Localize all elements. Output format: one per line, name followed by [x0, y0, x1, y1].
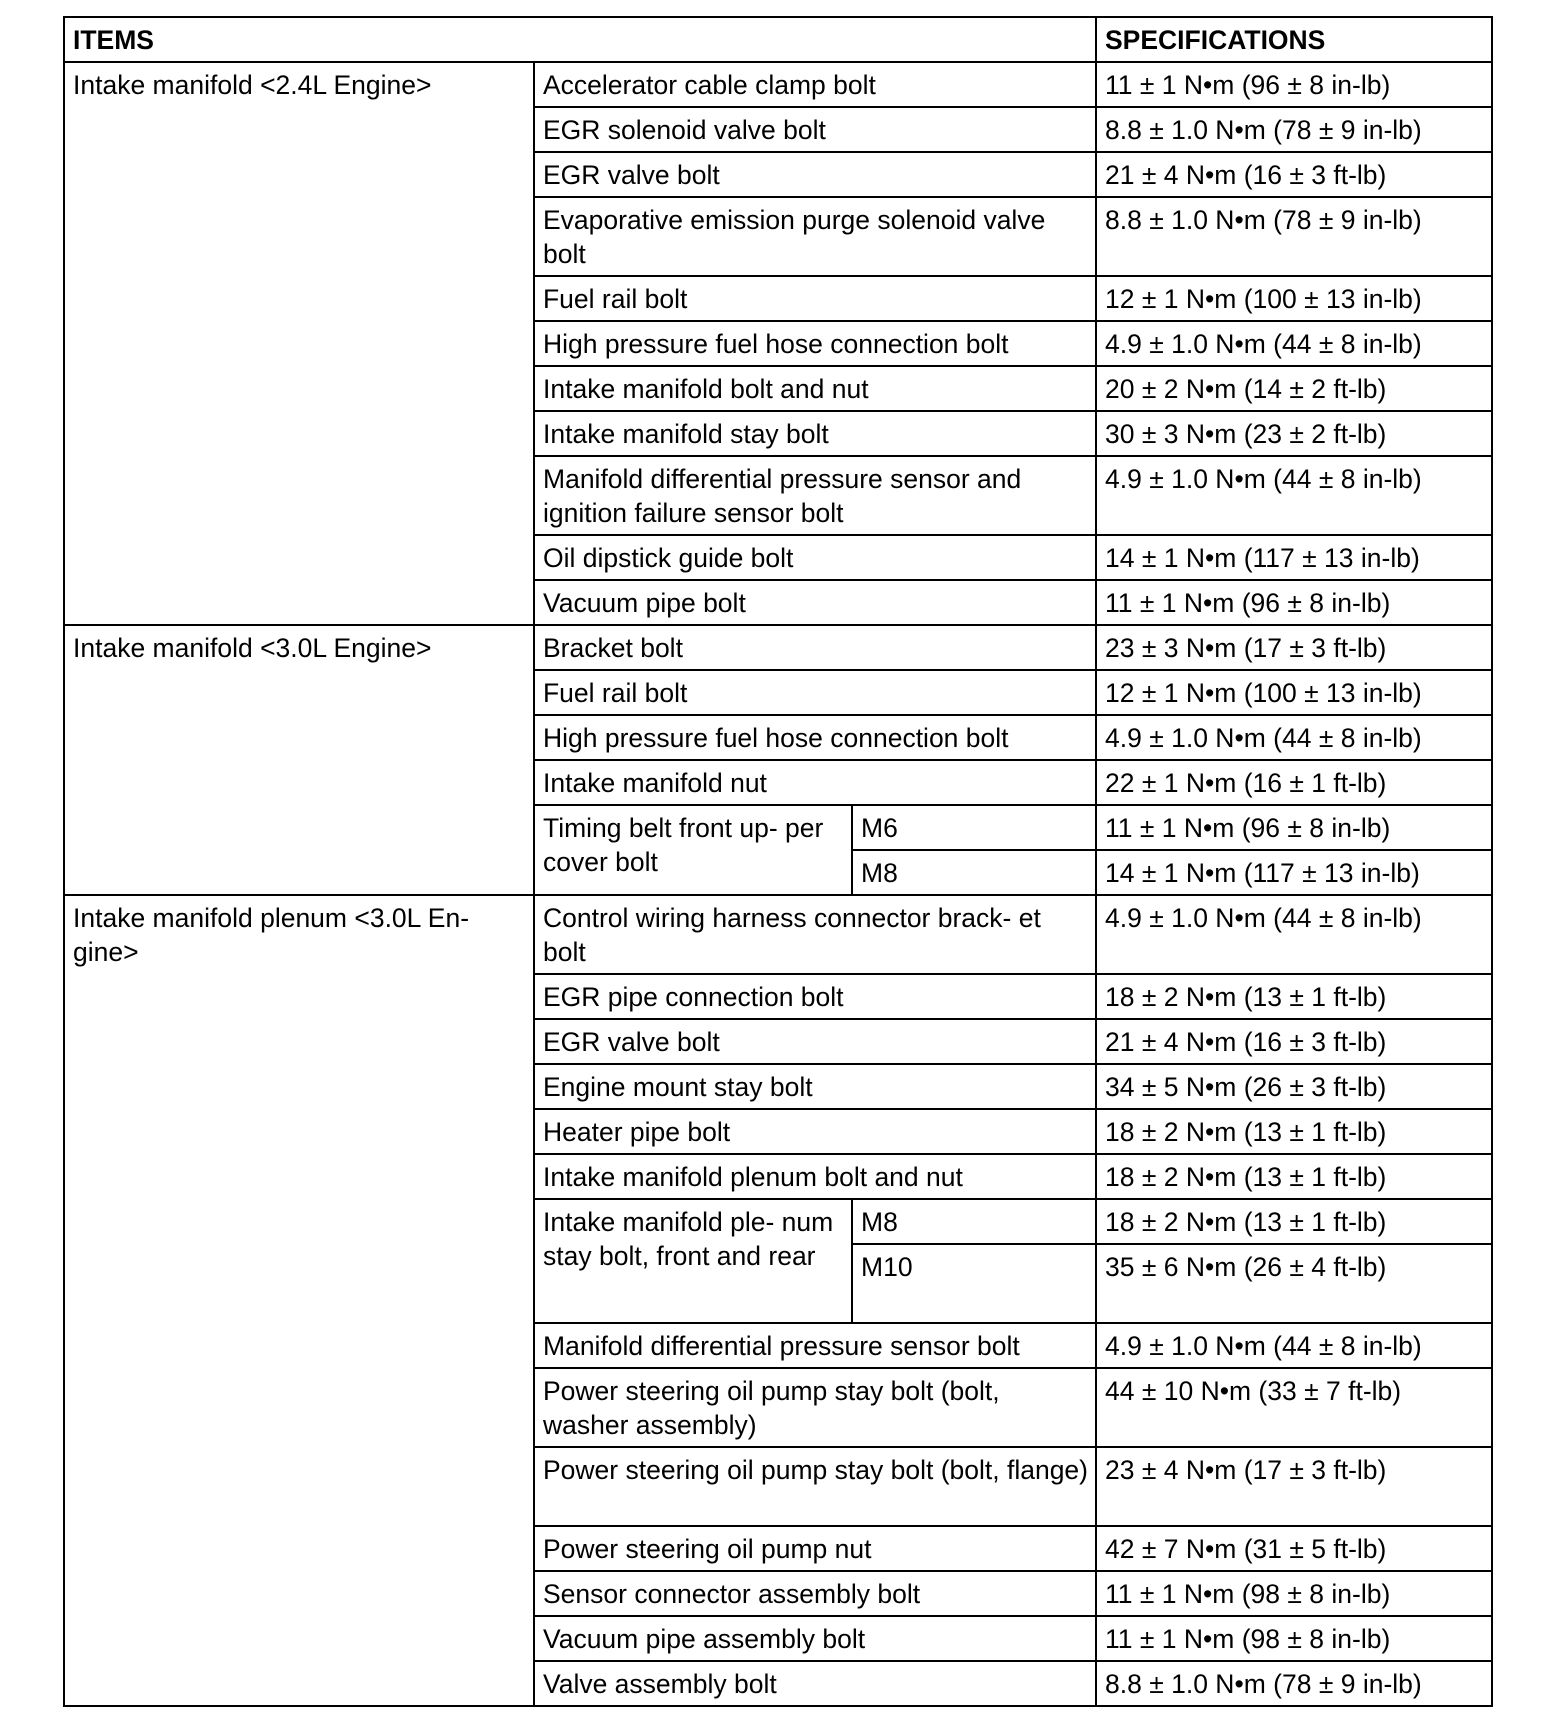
spec-cell: 22 ± 1 N•m (16 ± 1 ft-lb): [1096, 760, 1492, 805]
spec-cell: 34 ± 5 N•m (26 ± 3 ft-lb): [1096, 1064, 1492, 1109]
table-row: [64, 62, 1492, 107]
item-cell: Intake manifold ple- num stay bolt, front and rear: [534, 1199, 852, 1323]
item-cell: Manifold differential pressure sensor bolt: [534, 1323, 1096, 1368]
spec-cell: 8.8 ± 1.0 N•m (78 ± 9 in-lb): [1096, 107, 1492, 152]
item-cell: Timing belt front up- per cover bolt: [534, 805, 852, 895]
spec-cell: 35 ± 6 N•m (26 ± 4 ft-lb): [1096, 1244, 1492, 1323]
spec-cell: 4.9 ± 1.0 N•m (44 ± 8 in-lb): [1096, 895, 1492, 974]
spec-cell: 8.8 ± 1.0 N•m (78 ± 9 in-lb): [1096, 197, 1492, 276]
spec-cell: 23 ± 3 N•m (17 ± 3 ft-lb): [1096, 625, 1492, 670]
group-label: Intake manifold <2.4L Engine>: [64, 62, 534, 625]
size-cell: M10: [852, 1244, 1096, 1323]
item-cell: Intake manifold plenum bolt and nut: [534, 1154, 1096, 1199]
spec-cell: 8.8 ± 1.0 N•m (78 ± 9 in-lb): [1096, 1661, 1492, 1706]
item-cell: EGR solenoid valve bolt: [534, 107, 1096, 152]
item-cell: Power steering oil pump stay bolt (bolt, flange): [534, 1447, 1096, 1526]
item-cell: Fuel rail bolt: [534, 670, 1096, 715]
group-label: Intake manifold plenum <3.0L En- gine>: [64, 895, 534, 1706]
spec-cell: 18 ± 2 N•m (13 ± 1 ft-lb): [1096, 1154, 1492, 1199]
spec-cell: 4.9 ± 1.0 N•m (44 ± 8 in-lb): [1096, 321, 1492, 366]
item-cell: Sensor connector assembly bolt: [534, 1571, 1096, 1616]
spec-cell: 18 ± 2 N•m (13 ± 1 ft-lb): [1096, 1199, 1492, 1244]
item-cell: Intake manifold stay bolt: [534, 411, 1096, 456]
size-cell: M8: [852, 850, 1096, 895]
item-cell: Intake manifold bolt and nut: [534, 366, 1096, 411]
spec-cell: 11 ± 1 N•m (96 ± 8 in-lb): [1096, 62, 1492, 107]
item-cell: Evaporative emission purge solenoid valve bolt: [534, 197, 1096, 276]
item-cell: Vacuum pipe assembly bolt: [534, 1616, 1096, 1661]
item-cell: EGR valve bolt: [534, 1019, 1096, 1064]
spec-cell: 4.9 ± 1.0 N•m (44 ± 8 in-lb): [1096, 715, 1492, 760]
spec-cell: 18 ± 2 N•m (13 ± 1 ft-lb): [1096, 1109, 1492, 1154]
item-cell: Vacuum pipe bolt: [534, 580, 1096, 625]
torque-spec-table: [63, 16, 1493, 1707]
spec-cell: 21 ± 4 N•m (16 ± 3 ft-lb): [1096, 152, 1492, 197]
spec-cell: 21 ± 4 N•m (16 ± 3 ft-lb): [1096, 1019, 1492, 1064]
spec-cell: 42 ± 7 N•m (31 ± 5 ft-lb): [1096, 1526, 1492, 1571]
spec-cell: 4.9 ± 1.0 N•m (44 ± 8 in-lb): [1096, 1323, 1492, 1368]
item-cell: High pressure fuel hose connection bolt: [534, 715, 1096, 760]
item-cell: Heater pipe bolt: [534, 1109, 1096, 1154]
item-cell: High pressure fuel hose connection bolt: [534, 321, 1096, 366]
items-header: ITEMS: [64, 17, 1096, 62]
spec-cell: 23 ± 4 N•m (17 ± 3 ft-lb): [1096, 1447, 1492, 1526]
item-cell: Valve assembly bolt: [534, 1661, 1096, 1706]
spec-cell: 11 ± 1 N•m (96 ± 8 in-lb): [1096, 805, 1492, 850]
item-cell: EGR pipe connection bolt: [534, 974, 1096, 1019]
spec-cell: 18 ± 2 N•m (13 ± 1 ft-lb): [1096, 974, 1492, 1019]
size-cell: M8: [852, 1199, 1096, 1244]
item-cell: Oil dipstick guide bolt: [534, 535, 1096, 580]
item-cell: Power steering oil pump nut: [534, 1526, 1096, 1571]
table-row: [64, 625, 1492, 670]
item-cell: Accelerator cable clamp bolt: [534, 62, 1096, 107]
header-row: [64, 17, 1492, 62]
item-cell: Manifold differential pressure sensor and ignition failure sensor bolt: [534, 456, 1096, 535]
spec-cell: 20 ± 2 N•m (14 ± 2 ft-lb): [1096, 366, 1492, 411]
spec-cell: 14 ± 1 N•m (117 ± 13 in-lb): [1096, 850, 1492, 895]
item-cell: Engine mount stay bolt: [534, 1064, 1096, 1109]
size-cell: M6: [852, 805, 1096, 850]
table-row: [64, 895, 1492, 974]
spec-cell: 30 ± 3 N•m (23 ± 2 ft-lb): [1096, 411, 1492, 456]
item-cell: Control wiring harness connector brack- et bolt: [534, 895, 1096, 974]
spec-cell: 44 ± 10 N•m (33 ± 7 ft-lb): [1096, 1368, 1492, 1447]
item-cell: Power steering oil pump stay bolt (bolt, washer assembly): [534, 1368, 1096, 1447]
item-cell: Fuel rail bolt: [534, 276, 1096, 321]
spec-cell: 12 ± 1 N•m (100 ± 13 in-lb): [1096, 670, 1492, 715]
spec-cell: 11 ± 1 N•m (96 ± 8 in-lb): [1096, 580, 1492, 625]
group-label: Intake manifold <3.0L Engine>: [64, 625, 534, 895]
spec-cell: 4.9 ± 1.0 N•m (44 ± 8 in-lb): [1096, 456, 1492, 535]
spec-cell: 12 ± 1 N•m (100 ± 13 in-lb): [1096, 276, 1492, 321]
spec-cell: 11 ± 1 N•m (98 ± 8 in-lb): [1096, 1571, 1492, 1616]
item-cell: EGR valve bolt: [534, 152, 1096, 197]
spec-cell: 11 ± 1 N•m (98 ± 8 in-lb): [1096, 1616, 1492, 1661]
specifications-header: SPECIFICATIONS: [1096, 17, 1492, 62]
item-cell: Bracket bolt: [534, 625, 1096, 670]
item-cell: Intake manifold nut: [534, 760, 1096, 805]
spec-cell: 14 ± 1 N•m (117 ± 13 in-lb): [1096, 535, 1492, 580]
